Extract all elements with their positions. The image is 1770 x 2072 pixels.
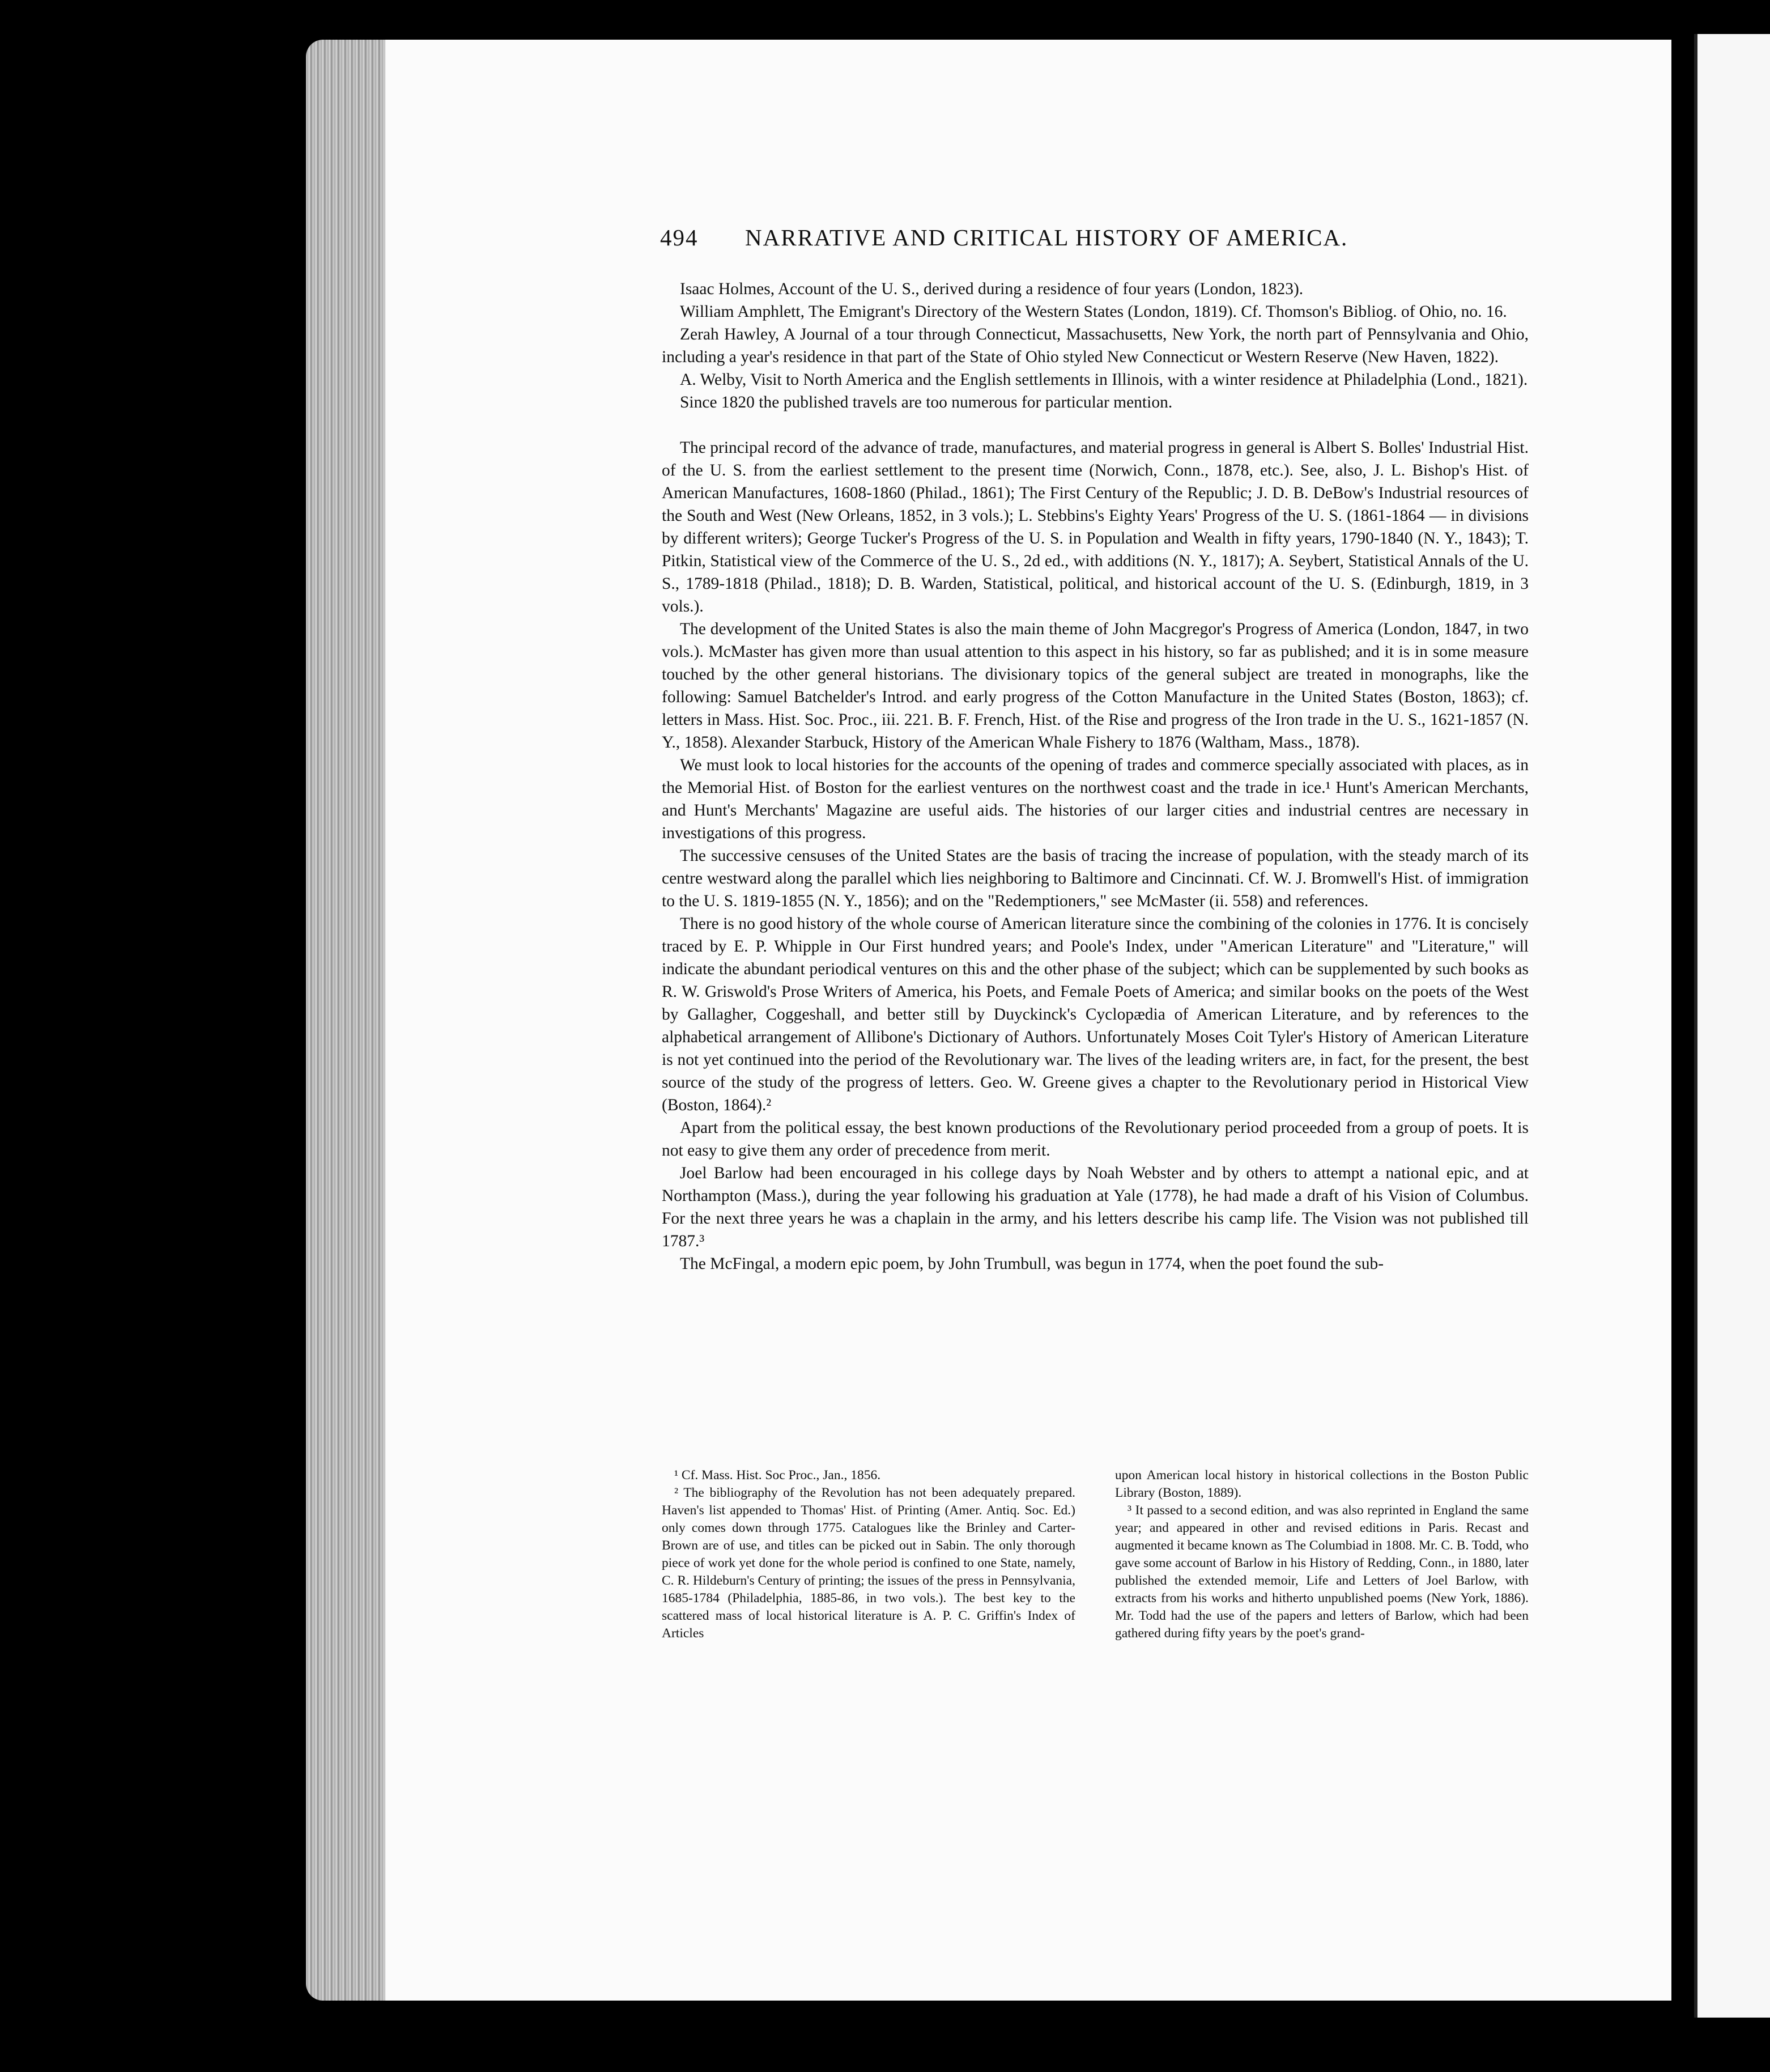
book-fore-edge xyxy=(306,40,391,2001)
page-number: 494 xyxy=(660,224,699,250)
paragraph: Since 1820 the published travels are too numerous for particular mention. xyxy=(680,393,1173,411)
paragraph: The McFingal, a modern epic poem, by John Trumbull, was begun in 1774, when the poet found the sub- xyxy=(680,1255,1384,1273)
footnote: ² The bibliography of the Revolution has not been adequately prepared. Haven's list appended to Thomas' Hist. of Printing (Amer. Antiq. Soc. Ed.) only comes down through 1775. Catalogues like the Brinley and Carter-Brown are of use, and titles can be picked out in Sabin. The only thorough piece of work yet done for the whole period is confined to one State, namely, C. R. Hildeburn's Century of printing; the issues of the press in Pennsylvania, 1685-1784 (Philadelphia, 1885-86, in two vols.). The best key to the scattered mass of local historical literature is A. P. C. Griffin's Index of Articles xyxy=(662,1485,1075,1641)
paragraph: Apart from the political essay, the best known productions of the Revolutionary period proceeded from a group of poets. It is not easy to give them any order of precedence from merit. xyxy=(662,1119,1529,1160)
paragraph: The development of the United States is also the main theme of John Macgregor's Progress of America (London, 1847, in two vols.). McMaster has given more than usual attention to this aspect in his history, so far as published; and it is in some measure touched by the other general historians. The divisionary topics of the general subject are treated in monographs, like the following: Samuel Batchelder's Introd. and early progress of the Cotton Manufacture in the United States (Boston, 1863); cf. letters in Mass. Hist. Soc. Proc., iii. 221. B. F. French, Hist. of the Rise and progress of the Iron trade in the U. S., 1621-1857 (N. Y., 1858). Alexander Starbuck, History of the American Whale Fishery to 1876 (Waltham, Mass., 1878). xyxy=(662,620,1529,751)
paragraph: A. Welby, Visit to North America and the English settlements in Illinois, with a winter residence at Philadelphia (Lond., 1821). xyxy=(680,371,1528,389)
paragraph: William Amphlett, The Emigrant's Directory of the Western States (London, 1819). Cf. Thomson's Bibliog. of Ohio, no. 16. xyxy=(680,303,1507,321)
main-text xyxy=(662,278,1529,1275)
paragraph: We must look to local histories for the accounts of the opening of trades and commerce specially associated with places, as in the Memorial Hist. of Boston for the earliest ventures on the northwest coast and the trade in ice.¹ Hunt's American Merchants, and Hunt's Merchants' Magazine are useful aids. The histories of our larger cities and industrial centres are necessary in investigations of this progress. xyxy=(662,756,1529,842)
footnote-continuation: upon American local history in historical collections in the Boston Public Library (Boston, 1889). xyxy=(1115,1468,1529,1500)
paragraph: There is no good history of the whole course of American literature since the combining of the colonies in 1776. It is concisely traced by E. P. Whipple in Our First hundred years; and Poole's Index, under "American Literature" and "Literature," will indicate the abundant periodical ventures on this and the other phase of the subject; which can be supplemented by such books as R. W. Griswold's Prose Writers of America, his Poets, and Female Poets of America; and similar books on the poets of the West by Gallagher, Coggeshall, and better still by Duyckinck's Cyclopædia of American Literature, and by references to the alphabetical arrangement of Allibone's Dictionary of Authors. Unfortunately Moses Coit Tyler's History of American Literature is not yet continued into the period of the Revolutionary war. The lives of the leading writers are, in fact, for the present, the best source of the study of the progress of letters. Geo. W. Greene gives a chapter to the Revolutionary period in Historical View (Boston, 1864).² xyxy=(662,915,1529,1114)
footnotes-left-column xyxy=(662,1467,1075,1642)
running-header xyxy=(660,224,1425,258)
footnote: ³ It passed to a second edition, and was also reprinted in England the same year; and appeared in other and revised editions in Paris. Recast and augmented it became known as The Columbiad in 1808. Mr. C. B. Todd, who gave some account of Barlow in his History of Redding, Conn., in 1880, later published the extended memoir, Life and Letters of Joel Barlow, with extracts from his works and hitherto unpublished poems (New York, 1886). Mr. Todd had the use of the papers and letters of Barlow, which had been gathered during fifty years by the poet's grand- xyxy=(1115,1503,1529,1641)
facing-page-edge xyxy=(1694,34,1770,2018)
footnotes-right-column xyxy=(1115,1467,1529,1642)
running-title: NARRATIVE AND CRITICAL HISTORY OF AMERICA. xyxy=(745,224,1348,250)
footnote: ¹ Cf. Mass. Hist. Soc Proc., Jan., 1856. xyxy=(674,1468,881,1483)
paragraph: Zerah Hawley, A Journal of a tour through Connecticut, Massachusetts, New York, the north part of Pennsylvania and Ohio, including a year's residence in that part of the State of Ohio styled New Connecticut or Western Reserve (New Haven, 1822). xyxy=(662,325,1529,366)
paragraph: The principal record of the advance of trade, manufactures, and material progress in general is Albert S. Bolles' Industrial Hist. of the U. S. from the earliest settlement to the present time (Norwich, Conn., 1878, etc.). See, also, J. L. Bishop's Hist. of American Manufactures, 1608-1860 (Philad., 1861); The First Century of the Republic; J. D. B. DeBow's Industrial resources of the South and West (New Orleans, 1852, in 3 vols.); L. Stebbins's Eighty Years' Progress of the U. S. (1861-1864 — in divisions by different writers); George Tucker's Progress of the U. S. in Population and Wealth in fifty years, 1790-1840 (N. Y., 1843); T. Pitkin, Statistical view of the Commerce of the U. S., 2d ed., with additions (N. Y., 1817); A. Seybert, Statistical Annals of the U. S., 1789-1818 (Philad., 1818); D. B. Warden, Statistical, political, and historical account of the U. S. (Edinburgh, 1819, in 3 vols.). xyxy=(662,439,1529,615)
paragraph: The successive censuses of the United States are the basis of tracing the increase of population, with the steady march of its centre westward along the parallel which lies neighboring to Baltimore and Cincinnati. Cf. W. J. Bromwell's Hist. of immigration to the U. S. 1819-1855 (N. Y., 1856); and on the "Redemptioners," see McMaster (ii. 558) and references. xyxy=(662,847,1529,910)
paragraph: Joel Barlow had been encouraged in his college days by Noah Webster and by others to attempt a national epic, and at Northampton (Mass.), during the year following his graduation at Yale (1778), he had made a draft of his Vision of Columbus. For the next three years he was a chaplain in the army, and his letters describe his camp life. The Vision was not published till 1787.³ xyxy=(662,1164,1529,1250)
paragraph: Isaac Holmes, Account of the U. S., derived during a residence of four years (London, 1823). xyxy=(680,280,1304,298)
